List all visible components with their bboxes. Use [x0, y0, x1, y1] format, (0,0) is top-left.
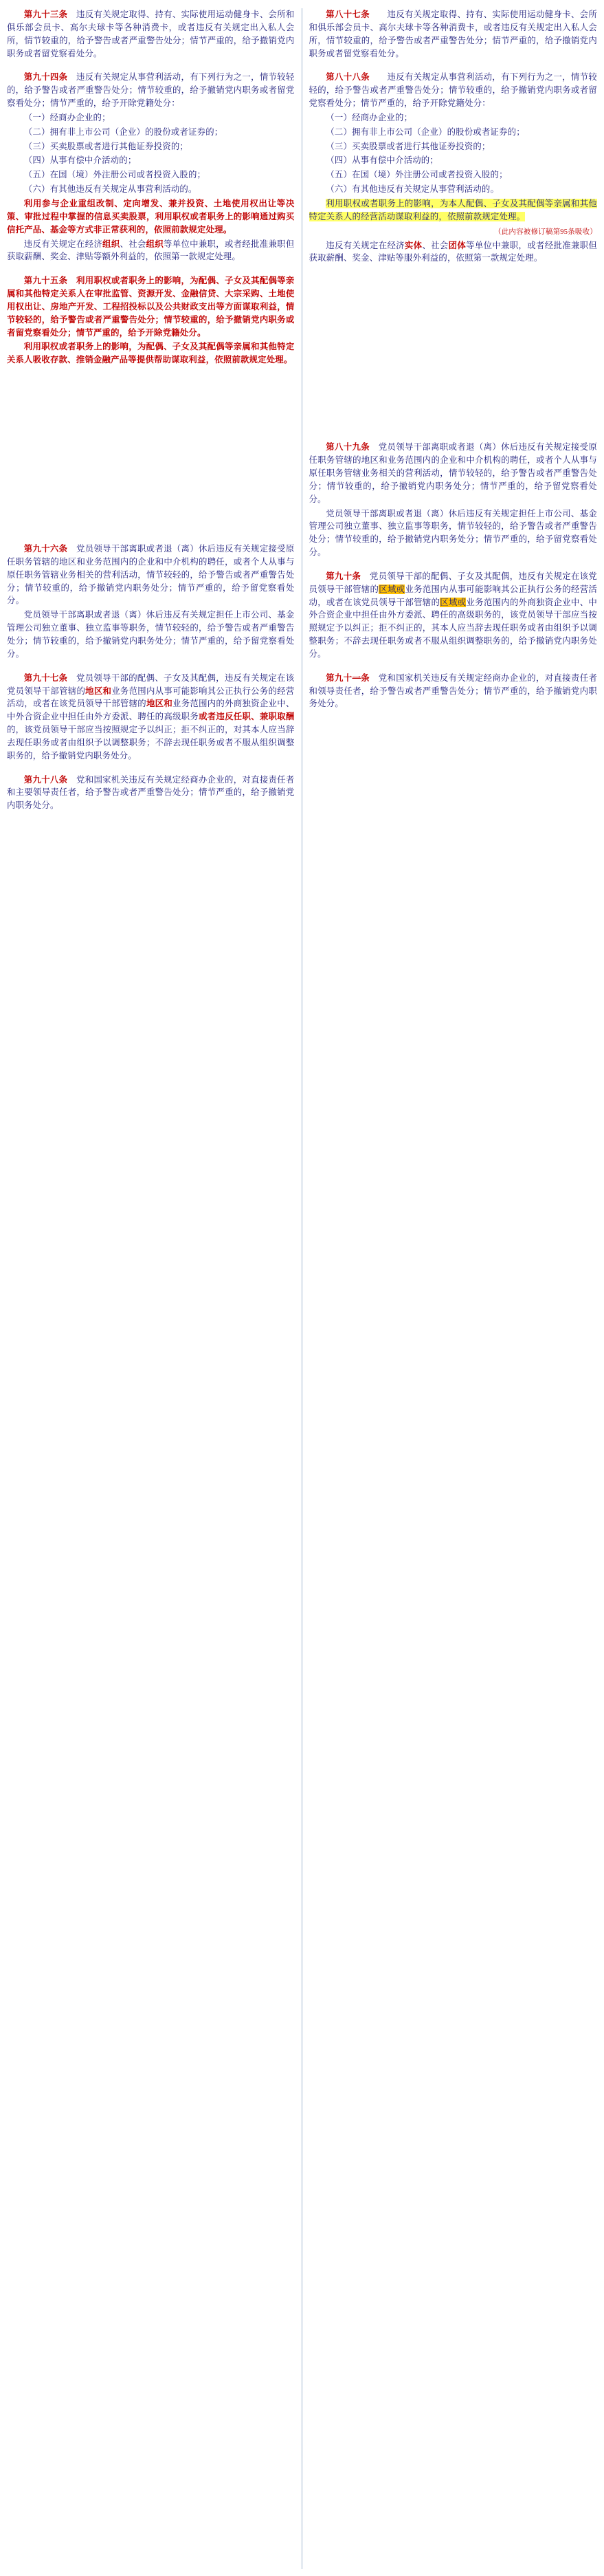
spacer	[309, 563, 598, 570]
article-93-paragraph-1	[7, 8, 295, 60]
highlight-区域或-2: 区域或	[440, 597, 467, 607]
article-95-paragraph-1	[7, 274, 295, 339]
article-94-item-4: （四）从事有偿中介活动的；	[23, 155, 137, 166]
article-97-number-char: 七	[49, 673, 59, 683]
article-95-text: 利用职权或者职务上的影响，为配偶、子女及其配偶等亲属和其他特定关系人在审批监管、资源开发、金融信贷、大宗采购、土地使用权出让、房地产开发、工程招投标以及公共财政支出等方面谋取利益，情节较轻的，给予警告或者严重警告处分；情节较重的，给予撤销党内职务或者留党察看处分；情节严重的，给予开除党籍处分。	[7, 276, 295, 338]
article-89-paragraph-1	[309, 441, 598, 505]
article-98-text: 党和国家机关违反有关规定经商办企业的，对直接责任者和主要领导责任者，给予警告或者严重警告处分；情节严重的，给予撤销党内职务处分。	[7, 774, 295, 811]
spacer	[7, 64, 295, 71]
article-block-95	[7, 274, 295, 367]
article-94-item-3: （三）买卖股票或者进行其他证券投资的；	[23, 141, 189, 151]
article-block-87	[309, 8, 598, 60]
article-88-item-3: （三）买卖股票或者进行其他证券投资的；	[326, 141, 491, 151]
article-88-text: 违反有关规定从事营利活动，有下列行为之一，情节较轻的，给予警告或者严重警告处分；情节较重的，给予撤销党内职务或者留党察看处分；情节严重的，给予开除党籍处分：	[309, 72, 597, 109]
article-block-89	[309, 441, 598, 559]
article-89-number: 第八十九条	[326, 442, 370, 452]
spacer	[309, 665, 598, 672]
article-94-paragraph-3: 违反有关规定在经济组织、社会组织等单位中兼职，或者经批准兼职但获取薪酬、奖金、津贴等额外利益的，依照第一款规定处理。	[7, 239, 295, 262]
article-90-number: 第九十条	[326, 571, 361, 581]
article-94-paragraph-1	[7, 71, 295, 110]
right-column	[302, 8, 598, 2569]
article-94-item-6: （六）有其他违反有关规定从事营利活动的。	[23, 184, 197, 195]
article-96-text: 党员领导干部离职或者退（离）休后违反有关规定接受原任职务管辖的地区和业务范围内的企业和中介机构的聘任，或者个人从事与原任职务管辖业务相关的营利活动，情节较轻的，给予警告或者严重警告处分；情节较重的，给予撤销党内职务处分；情节严重的，给予留党察看处分。	[7, 544, 295, 606]
article-96-paragraph-2: 党员领导干部离职或者退（离）休后违反有关规定担任上市公司、基金管理公司独立董事、独立监事等职务，情节较轻的，给予警告或者严重警告处分；情节较重的，给予撤销党内职务处分；情节严重的，给予留党察看处分。	[7, 610, 295, 659]
article-97-paragraph-1: 第九十七条 党员领导干部的配偶、子女及其配偶，违反有关规定在该党员领导干部管辖的地区和业务范围内从事可能影响其公正执行公务的经营活动，或者在该党员领导干部管辖的地区和业务范围内的外商独资企业中、中外合资企业中担任由外方委派、聘任的高级职务或者违反任职、兼职取酬的，该党员领导干部应当按照规定予以纠正；拒不纠正的，对其本人应当辞去现任职务或者由组织予以调整职务；不辞去现任职务或者不服从组织调整职务的，给予撤销党内职务处分。	[7, 673, 295, 761]
article-block-91	[309, 672, 598, 711]
article-88-item-1: （一）经商办企业的；	[326, 112, 413, 122]
article-94-text: 违反有关规定从事营利活动，有下列行为之一，情节较轻的，给予警告或者严重警告处分；情节较重的，给予撤销党内职务或者留党察看处分；情节严重的，给予开除党籍处分：	[7, 72, 295, 109]
article-block-93	[7, 8, 295, 60]
article-block-97	[7, 672, 295, 763]
article-88-item-6: （六）有其他违反有关规定从事营利活动的。	[326, 184, 500, 195]
article-87-number: 第八十七条	[326, 10, 370, 19]
left-column	[7, 8, 302, 2569]
article-88-number: 第八十八条	[326, 72, 370, 83]
spacer	[7, 268, 295, 274]
article-88-editor-note: （此内容被修订稿第95条吸收）	[494, 228, 597, 236]
article-89-text: 党员领导干部离职或者退（离）休后违反有关规定接受原任职务管辖的地区和业务范围内的企业和中介机构的聘任，或者个人从事与原任职务管辖业务相关的营利活动，情节较轻的，给予警告或者严重警告处分；情节较重的，给予撤销党内职务处分；情节严重的，给予留党察看处分。	[309, 442, 598, 504]
layout-spacer	[7, 371, 295, 543]
article-block-96	[7, 543, 295, 661]
article-95-paragraph-2: 利用职权或者职务上的影响，为配偶、子女及其配偶等亲属和其他特定关系人吸收存款、推销金融产品等提供帮助谋取利益，依照前款规定处理。	[7, 342, 295, 365]
article-90-paragraph-1: 第九十条 党员领导干部的配偶、子女及其配偶，违反有关规定在该党员领导干部管辖的区域或业务范围内从事可能影响其公正执行公务的经营活动，或者在该党员领导干部管辖的区域或业务范围内的外商独资企业中、中外合资企业中担任由外方委派、聘任的高级职务的，该党员领导干部应当按照规定予以纠正；拒不纠正的，其本人应当辞去现任职务或者由组织予以调整职务；不辞去现任职务或者不服从组织调整职务的，给予撤销党内职务处分。	[309, 571, 598, 659]
article-block-94	[7, 71, 295, 263]
article-94-item-2: （二）拥有非上市公司（企业）的股份或者证券的；	[23, 127, 223, 137]
article-93-number: 第九十三条	[23, 10, 68, 19]
article-block-90	[309, 570, 598, 661]
spacer	[309, 64, 598, 71]
article-94-item-1: （一）经商办企业的；	[23, 112, 111, 122]
article-94-paragraph-2: 利用参与企业重组改制、定向增发、兼并投资、土地使用权出让等决策、审批过程中掌握的信息买卖股票，利用职权或者职务上的影响通过购买信托产品、基金等方式非正常获利的，依照前款规定处理。	[7, 198, 295, 234]
highlight-区域或-1: 区域或	[379, 584, 405, 594]
article-95-number: 第九十五条	[23, 276, 68, 286]
article-96-paragraph-1	[7, 543, 295, 607]
article-98-paragraph-1	[7, 774, 295, 813]
article-88-item-4: （四）从事有偿中介活动的；	[326, 155, 438, 166]
struck-char-one: 一	[352, 673, 361, 683]
article-87-paragraph-1	[309, 8, 598, 60]
article-block-98	[7, 774, 295, 813]
spacer	[7, 767, 295, 774]
article-88-paragraph-2-highlighted: 利用职权或者职务上的影响，为本人配偶、子女及其配偶等亲属和其他特定关系人的经营活动谋取利益的，依照前款规定处理。	[309, 198, 597, 221]
article-96-number: 第九十六条	[23, 544, 68, 554]
article-94-item-5: （五）在国（境）外注册公司或者投资入股的；	[23, 170, 206, 180]
article-94-number: 第九十四条	[23, 72, 68, 83]
article-93-text: 违反有关规定取得、持有、实际使用运动健身卡、会所和俱乐部会员卡、高尔夫球卡等各种消费卡，或者违反有关规定出入私人会所，情节较重的，给予警告或者严重警告处分；情节严重的，给予撤销党内职务或者留党察看处分。	[7, 10, 295, 58]
article-98-number: 第九十八条	[23, 774, 68, 785]
article-block-88	[309, 71, 598, 265]
article-88-paragraph-3: 违反有关规定在经济实体、社会团体等单位中兼职，或者经批准兼职但获取薪酬、奖金、津贴等服外利益的，依照第一款规定处理。	[309, 240, 598, 263]
article-87-text: 违反有关规定取得、持有、实际使用运动健身卡、会所和俱乐部会员卡、高尔夫球卡等各种消费卡，或者违反有关规定出入私人会所，情节较重的，给予警告或者严重警告处分；情节严重的，给予撤销党内职务或者留党察看处分。	[309, 10, 597, 58]
layout-spacer	[309, 269, 598, 441]
article-89-paragraph-2: 党员领导干部离职或者退（离）休后违反有关规定担任上市公司、基金管理公司独立董事、独立监事等职务，情节较轻的，给予警告或者严重警告处分；情节较重的，给予撤销党内职务处分；情节严重的，给予留党察看处分。	[309, 508, 597, 558]
article-88-item-5: （五）在国（境）外注册公司或者投资入股的；	[326, 170, 508, 180]
article-88-item-2: （二）拥有非上市公司（企业）的股份或者证券的；	[326, 127, 525, 137]
spacer	[7, 665, 295, 672]
article-88-paragraph-1	[309, 71, 598, 110]
article-91-paragraph-1: 第九十一条 党和国家机关违反有关规定经商办企业的，对直接责任者和领导责任者，给予警告或者严重警告处分；情节严重的，给予撤销党内职务处分。	[309, 673, 598, 709]
